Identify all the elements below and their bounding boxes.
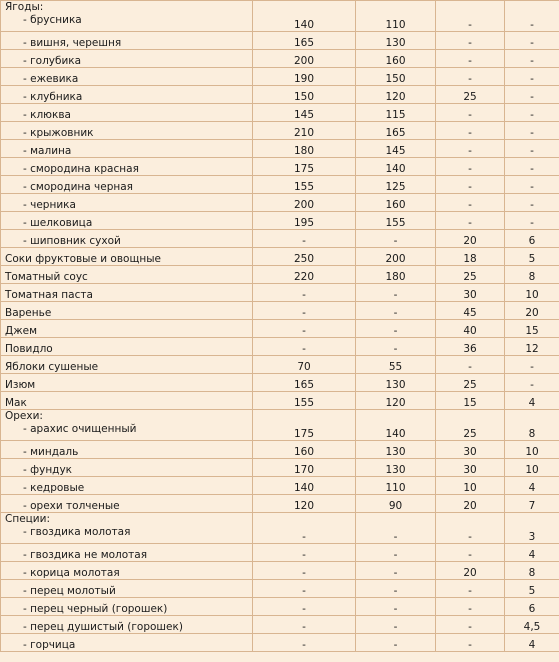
value-cell-2: 130	[356, 459, 436, 477]
value-cell-1: 145	[253, 104, 356, 122]
item-name-cell	[1, 634, 253, 652]
value-cell-1: 140	[253, 477, 356, 495]
item-name-cell	[1, 495, 253, 513]
value-cell-1: 190	[253, 68, 356, 86]
value-cell-3: 30	[436, 284, 505, 302]
value-cell-2: -	[356, 320, 436, 338]
value-cell-3: -	[436, 513, 505, 544]
value-cell-4: -	[505, 1, 559, 32]
value-cell-4: -	[505, 140, 559, 158]
value-cell-4: 4,5	[505, 616, 559, 634]
value-cell-2: 120	[356, 86, 436, 104]
item-label: - малина	[23, 145, 72, 157]
value-cell-3: 15	[436, 392, 505, 410]
value-cell-1: -	[253, 598, 356, 616]
table-row	[1, 338, 559, 356]
value-cell-1: 70	[253, 356, 356, 374]
value-cell-4: 8	[505, 410, 559, 441]
value-cell-1: 180	[253, 140, 356, 158]
value-cell-1: 140	[253, 1, 356, 32]
value-cell-4: -	[505, 194, 559, 212]
table-row	[1, 356, 559, 374]
item-name-cell	[1, 477, 253, 495]
value-cell-2: 125	[356, 176, 436, 194]
table-row	[1, 266, 559, 284]
value-cell-1: -	[253, 230, 356, 248]
value-cell-4: -	[505, 212, 559, 230]
value-cell-2: -	[356, 513, 436, 544]
item-label: - клубника	[23, 91, 83, 103]
item-label: - орехи толченые	[23, 500, 120, 512]
value-cell-3: -	[436, 104, 505, 122]
value-cell-4: 3	[505, 513, 559, 544]
table-row	[1, 104, 559, 122]
value-cell-3: -	[436, 580, 505, 598]
table-row	[1, 634, 559, 652]
value-cell-2: 160	[356, 194, 436, 212]
value-cell-4: 8	[505, 562, 559, 580]
value-cell-1: 195	[253, 212, 356, 230]
item-name-cell	[1, 459, 253, 477]
item-name-cell	[1, 374, 253, 392]
value-cell-3: 40	[436, 320, 505, 338]
value-cell-1: -	[253, 513, 356, 544]
value-cell-2: 120	[356, 392, 436, 410]
value-cell-4: 4	[505, 634, 559, 652]
value-cell-3: -	[436, 212, 505, 230]
value-cell-2: -	[356, 544, 436, 562]
item-label: Томатная паста	[5, 289, 93, 301]
item-label: - клюква	[23, 109, 71, 121]
value-cell-3: 25	[436, 410, 505, 441]
item-name-cell	[1, 544, 253, 562]
table-row	[1, 140, 559, 158]
item-label: - крыжовник	[23, 127, 94, 139]
item-name-cell	[1, 104, 253, 122]
value-cell-2: 130	[356, 374, 436, 392]
value-cell-3: 36	[436, 338, 505, 356]
item-name-cell	[1, 68, 253, 86]
item-label: - перец молотый	[23, 585, 116, 597]
value-cell-4: 10	[505, 459, 559, 477]
value-cell-1: -	[253, 302, 356, 320]
table-row	[1, 122, 559, 140]
value-cell-1: 155	[253, 392, 356, 410]
value-cell-2: 145	[356, 140, 436, 158]
value-cell-4: 4	[505, 544, 559, 562]
table-row	[1, 392, 559, 410]
value-cell-3: 30	[436, 441, 505, 459]
item-label: Изюм	[5, 379, 36, 391]
value-cell-4: 6	[505, 598, 559, 616]
value-cell-3: -	[436, 598, 505, 616]
table-row	[1, 495, 559, 513]
item-label: - шиповник сухой	[23, 235, 121, 247]
value-cell-3: -	[436, 176, 505, 194]
table-row	[1, 580, 559, 598]
value-cell-3: -	[436, 158, 505, 176]
table-row	[1, 248, 559, 266]
value-cell-1: 150	[253, 86, 356, 104]
item-name-cell	[1, 284, 253, 302]
value-cell-3: -	[436, 50, 505, 68]
item-label: - арахис очищенный	[23, 423, 137, 435]
value-cell-3: -	[436, 122, 505, 140]
value-cell-2: 140	[356, 158, 436, 176]
value-cell-3: 25	[436, 374, 505, 392]
value-cell-1: 170	[253, 459, 356, 477]
table-row	[1, 212, 559, 230]
table-row	[1, 230, 559, 248]
group-header: Орехи:	[5, 410, 43, 422]
item-name-cell	[1, 140, 253, 158]
value-cell-3: -	[436, 616, 505, 634]
item-name-cell	[1, 580, 253, 598]
table-row	[1, 459, 559, 477]
value-cell-3: -	[436, 194, 505, 212]
value-cell-1: 165	[253, 374, 356, 392]
value-cell-1: 155	[253, 176, 356, 194]
value-cell-2: 200	[356, 248, 436, 266]
value-cell-1: 160	[253, 441, 356, 459]
value-cell-1: 200	[253, 194, 356, 212]
value-cell-3: 25	[436, 86, 505, 104]
item-name-cell	[1, 212, 253, 230]
value-cell-3: 20	[436, 562, 505, 580]
value-cell-4: 5	[505, 248, 559, 266]
item-name-cell	[1, 50, 253, 68]
item-label: - голубика	[23, 55, 82, 67]
item-label: Варенье	[5, 307, 52, 319]
table-row	[1, 320, 559, 338]
item-label: - горчица	[23, 639, 76, 651]
value-cell-2: -	[356, 580, 436, 598]
value-cell-3: 20	[436, 230, 505, 248]
value-cell-2: 110	[356, 1, 436, 32]
value-cell-4: -	[505, 32, 559, 50]
value-cell-4: 8	[505, 266, 559, 284]
value-cell-4: -	[505, 176, 559, 194]
value-cell-1: 220	[253, 266, 356, 284]
group-header: Ягоды:	[5, 1, 44, 13]
item-label: - смородина черная	[23, 181, 133, 193]
item-label: - смородина красная	[23, 163, 139, 175]
value-cell-3: 10	[436, 477, 505, 495]
value-cell-2: -	[356, 598, 436, 616]
table-row	[1, 562, 559, 580]
value-cell-3: -	[436, 140, 505, 158]
value-cell-1: -	[253, 544, 356, 562]
value-cell-1: -	[253, 616, 356, 634]
value-cell-4: -	[505, 104, 559, 122]
value-cell-2: -	[356, 302, 436, 320]
value-cell-4: -	[505, 86, 559, 104]
value-cell-3: -	[436, 634, 505, 652]
item-label: Яблоки сушеные	[5, 361, 99, 373]
item-label: Соки фруктовые и овощные	[5, 253, 161, 265]
value-cell-4: -	[505, 68, 559, 86]
value-cell-1: -	[253, 284, 356, 302]
value-cell-2: -	[356, 230, 436, 248]
value-cell-1: 175	[253, 410, 356, 441]
value-cell-4: 10	[505, 284, 559, 302]
table-row	[1, 302, 559, 320]
item-label: - перец черный (горошек)	[23, 603, 168, 615]
item-name-cell	[1, 598, 253, 616]
item-name-cell	[1, 392, 253, 410]
value-cell-2: 115	[356, 104, 436, 122]
value-cell-1: -	[253, 338, 356, 356]
item-label: Томатный соус	[5, 271, 88, 283]
value-cell-4: 10	[505, 441, 559, 459]
value-cell-2: 160	[356, 50, 436, 68]
item-label: Мак	[5, 397, 27, 409]
item-label: Повидло	[5, 343, 53, 355]
item-name-cell	[1, 32, 253, 50]
item-name-cell	[1, 158, 253, 176]
value-cell-3: -	[436, 68, 505, 86]
item-name-cell	[1, 86, 253, 104]
item-name-cell	[1, 356, 253, 374]
table-row	[1, 284, 559, 302]
value-cell-2: 110	[356, 477, 436, 495]
table-row	[1, 86, 559, 104]
value-cell-4: -	[505, 158, 559, 176]
value-cell-2: 180	[356, 266, 436, 284]
value-cell-3: -	[436, 356, 505, 374]
table-row	[1, 194, 559, 212]
value-cell-1: 175	[253, 158, 356, 176]
item-name-cell	[1, 1, 253, 32]
item-label: - перец душистый (горошек)	[23, 621, 183, 633]
table-row	[1, 513, 559, 544]
item-label: - шелковица	[23, 217, 93, 229]
value-cell-4: 15	[505, 320, 559, 338]
table-row	[1, 68, 559, 86]
item-name-cell	[1, 320, 253, 338]
item-label: - миндаль	[23, 446, 79, 458]
item-label: - гвоздика не молотая	[23, 549, 148, 561]
item-label: - брусника	[23, 14, 82, 26]
item-name-cell	[1, 266, 253, 284]
value-cell-2: -	[356, 338, 436, 356]
value-cell-2: 140	[356, 410, 436, 441]
value-cell-1: -	[253, 634, 356, 652]
table-row	[1, 176, 559, 194]
value-cell-4: -	[505, 356, 559, 374]
value-cell-4: 4	[505, 392, 559, 410]
item-name-cell	[1, 338, 253, 356]
value-cell-3: 45	[436, 302, 505, 320]
value-cell-3: 18	[436, 248, 505, 266]
item-name-cell	[1, 513, 253, 544]
value-cell-3: -	[436, 544, 505, 562]
value-cell-2: -	[356, 284, 436, 302]
item-label: - ежевика	[23, 73, 79, 85]
table-row	[1, 441, 559, 459]
group-header: Специи:	[5, 513, 50, 525]
value-cell-1: 210	[253, 122, 356, 140]
item-label: - корица молотая	[23, 567, 120, 579]
value-cell-2: -	[356, 634, 436, 652]
value-cell-1: -	[253, 320, 356, 338]
value-cell-2: 90	[356, 495, 436, 513]
item-name-cell	[1, 122, 253, 140]
table-body	[1, 1, 559, 652]
value-cell-1: 250	[253, 248, 356, 266]
table-row	[1, 32, 559, 50]
item-label: - кедровые	[23, 482, 85, 494]
item-name-cell	[1, 302, 253, 320]
table-row	[1, 410, 559, 441]
value-cell-4: 12	[505, 338, 559, 356]
item-name-cell	[1, 248, 253, 266]
item-label: - гвоздика молотая	[23, 526, 131, 538]
value-cell-2: 130	[356, 32, 436, 50]
value-cell-2: 55	[356, 356, 436, 374]
value-cell-3: 20	[436, 495, 505, 513]
value-cell-3: -	[436, 1, 505, 32]
value-cell-2: 155	[356, 212, 436, 230]
value-cell-4: 5	[505, 580, 559, 598]
value-cell-4: 4	[505, 477, 559, 495]
item-label: - фундук	[23, 464, 72, 476]
value-cell-4: -	[505, 122, 559, 140]
table-row	[1, 598, 559, 616]
value-cell-1: 120	[253, 495, 356, 513]
value-cell-1: -	[253, 580, 356, 598]
item-name-cell	[1, 616, 253, 634]
item-label: - черника	[23, 199, 76, 211]
value-cell-4: 20	[505, 302, 559, 320]
value-cell-2: -	[356, 616, 436, 634]
value-cell-2: 130	[356, 441, 436, 459]
item-label: - вишня, черешня	[23, 37, 122, 49]
value-cell-3: -	[436, 32, 505, 50]
item-name-cell	[1, 410, 253, 441]
item-name-cell	[1, 176, 253, 194]
item-name-cell	[1, 194, 253, 212]
value-cell-2: 150	[356, 68, 436, 86]
table-row	[1, 1, 559, 32]
value-cell-2: -	[356, 562, 436, 580]
table-row	[1, 616, 559, 634]
value-cell-1: -	[253, 562, 356, 580]
value-cell-2: 165	[356, 122, 436, 140]
item-name-cell	[1, 230, 253, 248]
table-row	[1, 158, 559, 176]
item-name-cell	[1, 562, 253, 580]
value-cell-4: 7	[505, 495, 559, 513]
table-row	[1, 477, 559, 495]
value-cell-4: 6	[505, 230, 559, 248]
table-row	[1, 50, 559, 68]
item-name-cell	[1, 441, 253, 459]
table-row	[1, 544, 559, 562]
value-cell-3: 30	[436, 459, 505, 477]
value-cell-1: 165	[253, 32, 356, 50]
item-label: Джем	[5, 325, 38, 337]
value-cell-3: 25	[436, 266, 505, 284]
table-row	[1, 374, 559, 392]
value-cell-4: -	[505, 374, 559, 392]
value-cell-4: -	[505, 50, 559, 68]
value-cell-1: 200	[253, 50, 356, 68]
